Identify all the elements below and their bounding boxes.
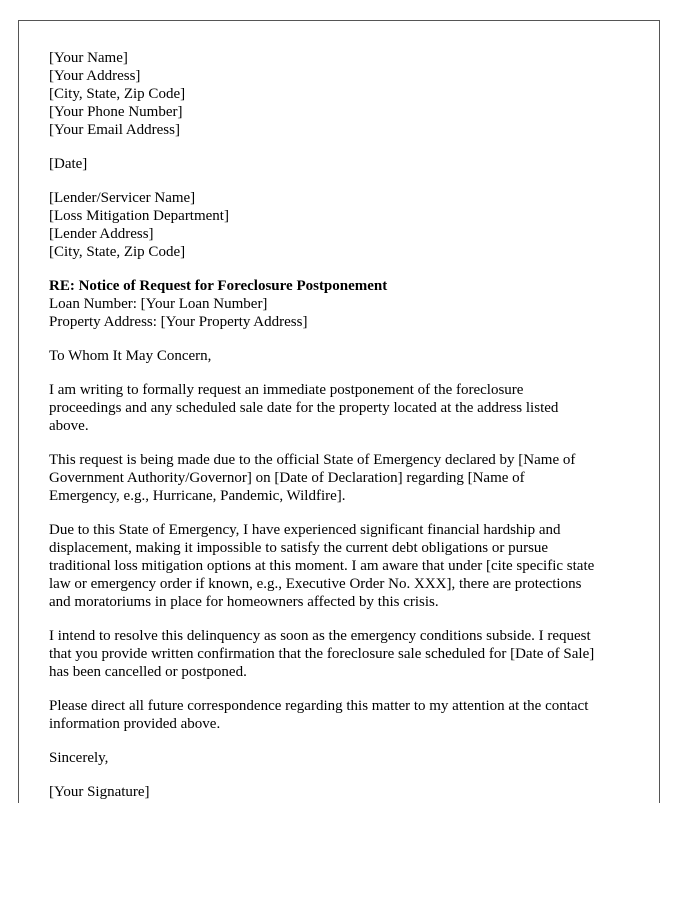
paragraph-line: Emergency, e.g., Hurricane, Pandemic, Wildfire]. [49,488,346,504]
letter-content [49,49,639,803]
paragraph-line: I am writing to formally request an immediate postponement of the foreclosure [49,382,524,398]
paragraph-line: Government Authority/Governor] on [Date of Declaration] regarding [Name of [49,470,525,486]
subject-block [49,277,639,331]
salutation-block [49,347,639,365]
sender-name: [Your Name] [49,50,128,66]
paragraph-line: traditional loss mitigation options at this moment. I am aware that under [cite specific state [49,558,595,574]
salutation: To Whom It May Concern, [49,348,212,364]
body-paragraph-4 [49,627,639,681]
paragraph-line: information provided above. [49,716,221,732]
paragraph-line: has been cancelled or postponed. [49,664,247,680]
paragraph-line: This request is being made due to the official State of Emergency declared by [Name of [49,452,576,468]
closing-block [49,749,639,767]
signature: [Your Signature] [49,784,150,800]
body-paragraph-3 [49,521,639,611]
loan-number: Loan Number: [Your Loan Number] [49,296,268,312]
paragraph-line: law or emergency order if known, e.g., Executive Order No. XXX], there are protections [49,576,582,592]
sender-block [49,49,639,139]
letter-date: [Date] [49,156,88,172]
body-paragraph-1 [49,381,639,435]
sender-email: [Your Email Address] [49,122,180,138]
sender-address: [Your Address] [49,68,141,84]
paragraph-line: I intend to resolve this delinquency as soon as the emergency conditions subside. I request [49,628,591,644]
body-paragraph-5 [49,697,639,733]
letter-page [18,20,660,803]
date-block [49,155,639,173]
recipient-block [49,189,639,261]
recipient-address: [Lender Address] [49,226,154,242]
closing: Sincerely, [49,750,109,766]
paragraph-line: Please direct all future correspondence regarding this matter to my attention at the contact [49,698,589,714]
recipient-city-state-zip: [City, State, Zip Code] [49,244,186,260]
property-address: Property Address: [Your Property Address] [49,314,308,330]
sender-city-state-zip: [City, State, Zip Code] [49,86,186,102]
sender-phone: [Your Phone Number] [49,104,183,120]
paragraph-line: displacement, making it impossible to satisfy the current debt obligations or pursue [49,540,549,556]
paragraph-line: and moratoriums in place for homeowners affected by this crisis. [49,594,439,610]
subject-re-line: RE: Notice of Request for Foreclosure Postponement [49,278,388,294]
body-paragraph-2 [49,451,639,505]
paragraph-line: proceedings and any scheduled sale date for the property located at the address listed [49,400,559,416]
paragraph-line: above. [49,418,89,434]
signature-block [49,783,639,801]
paragraph-line: that you provide written confirmation that the foreclosure sale scheduled for [Date of Sale] [49,646,595,662]
recipient-department: [Loss Mitigation Department] [49,208,229,224]
recipient-name: [Lender/Servicer Name] [49,190,196,206]
paragraph-line: Due to this State of Emergency, I have experienced significant financial hardship and [49,522,561,538]
